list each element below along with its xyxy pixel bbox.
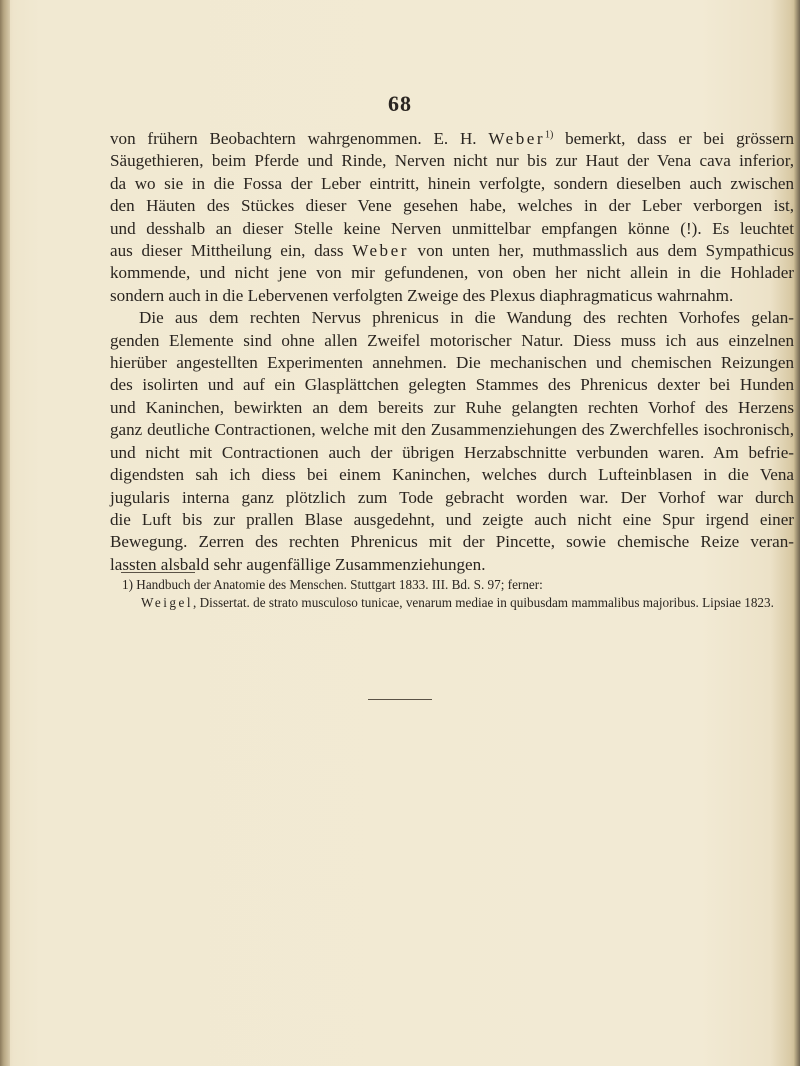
body-text — [110, 128, 794, 576]
page-binding-edge — [0, 0, 10, 1066]
text-line: und Kaninchen, bewirkten an dem bereits zur Ruhe gelangten rechten Vorhof des Herzens — [110, 397, 794, 417]
text-line: Säugethieren, beim Pferde und Rinde, Nerven nicht nur bis zur Haut der Vena cava inferior, — [110, 151, 794, 171]
text-line: digendsten sah ich diess bei einem Kaninchen, welches durch Lufteinblasen in die Vena — [110, 465, 794, 485]
text-line: jugularis interna ganz plötzlich zum Tode gebracht worden war. Der Vorhof war durch — [110, 487, 794, 507]
text-line: lassten alsbald sehr augenfällige Zusammenziehungen. — [110, 554, 486, 574]
text-line: die Luft bis zur prallen Blase ausgedehnt, und zeigte auch nicht eine Spur irgend einer — [110, 509, 794, 529]
text-line: und desshalb an dieser Stelle keine Nerven unmittelbar empfangen könne (!). Es leuchtet — [110, 218, 794, 238]
text-line: da wo sie in die Fossa der Leber eintritt, hinein verfolgte, sondern dieselben auch zwischen — [110, 173, 794, 193]
end-divider — [368, 699, 432, 700]
page-number: 68 — [388, 91, 412, 116]
text-line: und nicht mit Contractionen auch der übrigen Herzabschnitte verbunden waren. Am befrie- — [110, 442, 794, 462]
author-name: Weber — [488, 129, 546, 148]
text-line: Bewegung. Zerren des rechten Phrenicus mit der Pincette, sowie chemische Reize veran- — [110, 532, 794, 552]
text-line: hierüber angestellten Experimenten annehmen. Die mechanischen und chemischen Reizungen — [110, 353, 794, 373]
text-line: ganz deutliche Contractionen, welche mit den Zusammenziehungen des Zwerchfelles isochronisch, — [110, 420, 794, 440]
footnote — [122, 576, 792, 612]
footnote-line: Weigel, Dissertat. de strato musculoso tunicae, venarum mediae in quibusdam mammalibus majoribus. Lipsiae 1823. — [141, 595, 774, 610]
text-line: kommende, und nicht jene von mir gefundenen, von oben her nicht allein in die Hohlader — [110, 263, 794, 283]
text-line: genden Elemente sind ohne allen Zweifel motorischer Natur. Diess muss ich aus einzelnen — [110, 330, 794, 350]
text-line: sondern auch in die Lebervenen verfolgten Zweige des Plexus diaphragmaticus wahrnahm. — [110, 285, 734, 305]
footnote-marker: 1) — [122, 577, 133, 592]
text-line: von frühern Beobachtern wahrgenommen. E. H. Weber$^{1)}$ bemerkt, dass er bei grössern — [110, 129, 794, 148]
text-line: Die aus dem rechten Nervus phrenicus in die Wandung des rechten Vorhofes gelan- — [139, 308, 794, 328]
footnote-line: 1) Handbuch der Anatomie des Menschen. Stuttgart 1833. III. Bd. S. 97; ferner: — [122, 577, 543, 592]
text-line: den Häuten des Stückes dieser Vene gesehen habe, welches in der Leber verborgen ist, — [110, 196, 794, 216]
text-line: aus dieser Mittheilung ein, dass Weber von unten her, muthmasslich aus dem Sympathicus — [110, 241, 794, 261]
author-name: Weber — [352, 241, 409, 261]
author-name: Weigel — [141, 595, 194, 610]
footnote-reference[interactable]: 1) — [545, 129, 554, 141]
text-line: des isolirten und auf ein Glasplättchen gelegten Stammes des Phrenicus dexter bei Hunden — [110, 375, 794, 395]
page-outer-edge — [794, 0, 800, 1066]
footnote-divider — [121, 572, 195, 573]
